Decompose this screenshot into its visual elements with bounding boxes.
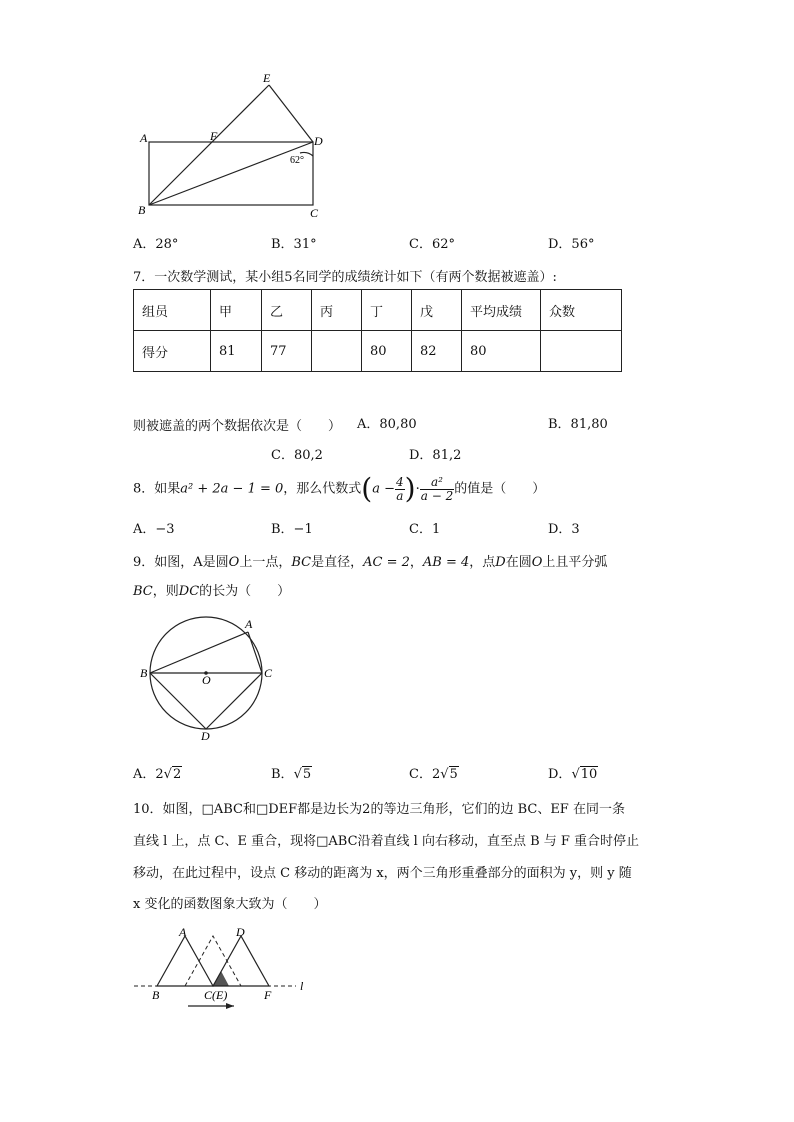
table-row (134, 290, 622, 331)
q7-option-d: D．81,2 (409, 448, 462, 463)
label-D: D (201, 729, 210, 742)
q10-line1: 10．如图，□ABC和□DEF都是边长为2的等边三角形，它们的边 BC、EF 在同一条 (133, 802, 625, 817)
q9-line1: 9．如图，A是圆O上一点，BC是直径，AC = 2，AB = 4，点D在圆O上且平分弧 (133, 555, 608, 570)
table-cell: 丙 (312, 290, 362, 331)
table-cell: 组员 (134, 290, 211, 331)
q8-expr-a: a − (372, 481, 396, 497)
table-cell: 甲 (211, 290, 262, 331)
q9-line2: BC，则DC的长为（ ） (133, 584, 291, 599)
label-l: l (300, 979, 304, 993)
q10-line2: 直线 l 上，点 C、E 重合，现将□ABC沿着直线 l 向右移动，直至点 B 与 F 重合时停止 (133, 834, 640, 849)
q6-option-a: A．28° (133, 237, 179, 252)
q9-option-a: A．2√2 (133, 767, 182, 782)
label-A: A (245, 617, 253, 631)
q7-option-a: A．80,80 (357, 417, 417, 432)
q8-prefix: 8．如果 (133, 481, 181, 497)
q7-option-b: B．81,80 (548, 417, 608, 432)
label-B: B (140, 666, 148, 680)
table-cell (312, 331, 362, 372)
table-cell: 77 (262, 331, 312, 372)
q8-option-c: C．1 (409, 522, 441, 537)
q7-ask: 则被遮盖的两个数据依次是（ ） (133, 419, 342, 434)
label-CE: C(E) (204, 988, 228, 1002)
table-cell: 众数 (541, 290, 622, 331)
label-D: D (314, 134, 323, 148)
label-B: B (138, 203, 146, 217)
label-B: B (152, 988, 160, 1002)
label-C: C (264, 666, 273, 680)
q8-option-d: D．3 (548, 522, 580, 537)
label-E: E (263, 72, 271, 85)
table-cell: 乙 (262, 290, 312, 331)
q8-fraction-2: $\frac{\text{a²}}{a - 2}$ (420, 474, 454, 503)
q8-stem: 8．如果a² + 2a − 1 = 0，那么代数式(a − $\frac{4}{a}$ )· $\frac{\text{a²}}{a - 2}$ 的值是（ ） (133, 472, 546, 505)
q9-option-d: D．√10 (548, 767, 598, 782)
rectangle-figure (130, 72, 330, 222)
label-D: D (236, 925, 245, 939)
table-cell: 平均成绩 (462, 290, 541, 331)
table-row (134, 331, 622, 372)
q8-dot: · (415, 481, 420, 497)
table-cell: 80 (462, 331, 541, 372)
label-O: O (202, 673, 211, 687)
table-cell: 81 (211, 331, 262, 372)
triangles-figure (130, 922, 320, 1017)
q8-option-a: A．−3 (133, 522, 175, 537)
angle-label: 62° (290, 155, 304, 166)
q6-option-b: B．31° (271, 237, 317, 252)
table-cell: 得分 (134, 331, 211, 372)
table-cell (541, 331, 622, 372)
table-cell: 80 (362, 331, 412, 372)
q9-option-b: B．√5 (271, 767, 312, 782)
table-cell: 丁 (362, 290, 412, 331)
label-A: A (179, 925, 187, 939)
q6-option-c: C．62° (409, 237, 455, 252)
q10-line4: x 变化的函数图象大致为（ ） (133, 897, 327, 912)
label-A: A (140, 131, 148, 145)
table-cell: 戊 (412, 290, 462, 331)
label-F: F (264, 988, 272, 1002)
q8-fraction-1: $\frac{4}{a}$ (396, 474, 404, 503)
table-cell: 82 (412, 331, 462, 372)
q7-option-c: C．80,2 (271, 448, 323, 463)
label-C: C (310, 206, 319, 220)
q8-condition: a² + 2a − 1 = 0 (180, 481, 284, 497)
circle-figure (138, 612, 278, 742)
q8-suffix: 的值是（ ） (454, 481, 546, 497)
q8-option-b: B．−1 (271, 522, 313, 537)
q10-line3: 移动，在此过程中，设点 C 移动的距离为 x，两个三角形重叠部分的面积为 y，则 y 随 (133, 866, 632, 881)
q8-mid: ，那么代数式 (283, 481, 362, 497)
q6-option-d: D．56° (548, 237, 595, 252)
q7-stem: 7．一次数学测试，某小组5名同学的成绩统计如下（有两个数据被遮盖）: (133, 270, 557, 285)
q9-option-c: C．2√5 (409, 767, 458, 782)
label-F: F (210, 129, 218, 143)
score-table (133, 289, 622, 372)
